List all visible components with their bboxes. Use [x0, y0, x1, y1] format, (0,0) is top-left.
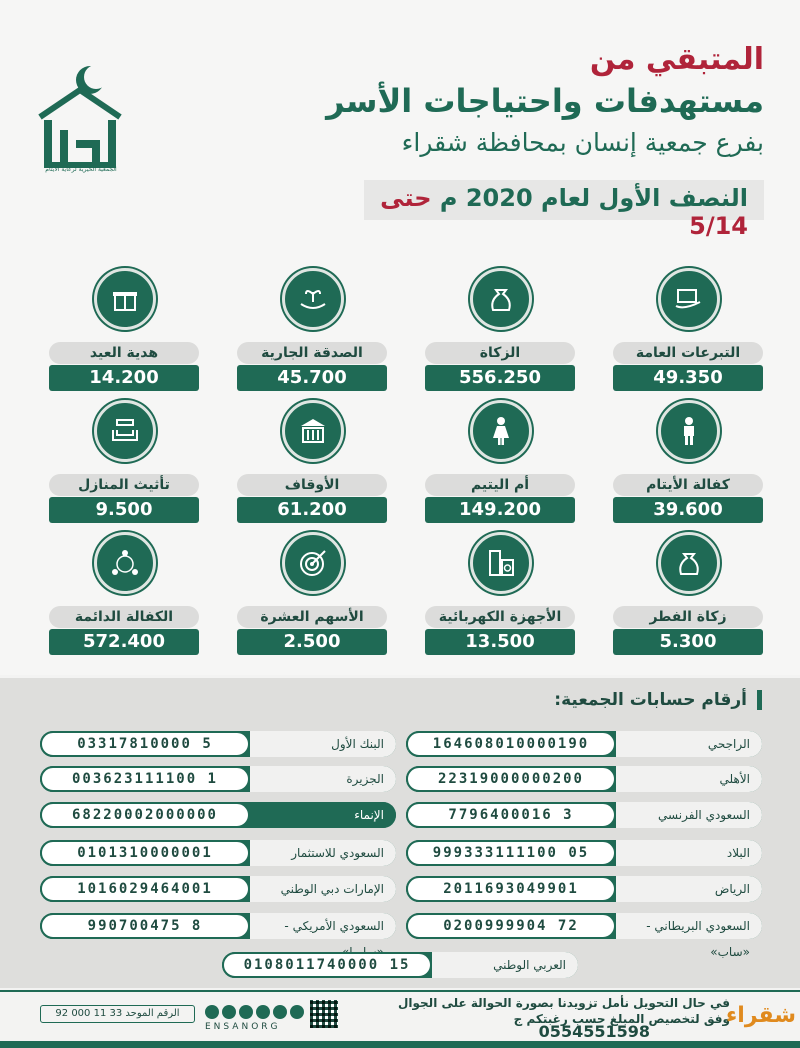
header-line2: مستهدفات واحتياجات الأسر — [326, 82, 764, 120]
boy-icon — [658, 400, 720, 462]
period-highlight: حتى 5/14 — [380, 184, 748, 240]
stat-value: 572.400 — [49, 629, 199, 655]
sofa-icon — [94, 400, 156, 462]
bank-name: البلاد — [616, 840, 762, 866]
stat-card — [237, 268, 387, 388]
stat-label: تأثيث المنازل — [49, 474, 199, 496]
account-row — [406, 731, 762, 757]
watermark: شقراء — [726, 1003, 796, 1028]
stat-label: الصدقة الجارية — [237, 342, 387, 364]
accounts-title: أرقام حسابات الجمعية: — [554, 690, 762, 710]
period-main: النصف الأول لعام 2020 م — [431, 184, 748, 212]
bank-name: الرياض — [616, 876, 762, 902]
account-number[interactable]: 03317810000 5 — [40, 731, 250, 757]
bank-name: البنك الأول — [250, 731, 396, 757]
account-number[interactable]: 1016029464001 — [40, 876, 250, 902]
account-row — [222, 952, 578, 978]
bank-name: الإنماء — [250, 802, 396, 828]
stat-card — [613, 400, 763, 520]
account-number[interactable]: 2011693049901 — [406, 876, 616, 902]
facebook-icon[interactable] — [205, 1005, 219, 1019]
account-row — [40, 913, 396, 939]
stat-card — [49, 268, 199, 388]
account-number[interactable]: 7796400016 3 — [406, 802, 616, 828]
stat-label: الزكاة — [425, 342, 575, 364]
bank-name: السعودي البريطاني - «ساب» — [616, 913, 762, 939]
twitter-icon[interactable] — [222, 1005, 236, 1019]
account-number[interactable]: 164608010000190 — [406, 731, 616, 757]
account-row — [406, 766, 762, 792]
qr-code-icon — [310, 1000, 338, 1028]
footer-divider — [0, 990, 800, 992]
account-number[interactable]: 999333111100 05 — [406, 840, 616, 866]
bank-name: السعودي الأمريكي - — [250, 913, 396, 939]
cash-hand-icon — [658, 268, 720, 330]
unified-number: الرقم الموحد 33 11 000 92 — [40, 1005, 195, 1023]
stat-value: 5.300 — [613, 629, 763, 655]
stat-card — [613, 268, 763, 388]
stat-label: الكفالة الدائمة — [49, 606, 199, 628]
bank-name: الأهلي — [616, 766, 762, 792]
stat-label: الأسهم العشرة — [237, 606, 387, 628]
account-row — [40, 766, 396, 792]
account-number[interactable]: 990700475 8 — [40, 913, 250, 939]
account-row — [406, 876, 762, 902]
stat-label: أم اليتيم — [425, 474, 575, 496]
network-icon — [94, 532, 156, 594]
account-row — [406, 840, 762, 866]
stat-value: 61.200 — [237, 497, 387, 523]
bottom-bar — [0, 1041, 800, 1048]
sack-icon — [470, 268, 532, 330]
accounts-section — [0, 678, 800, 988]
social-handle: ENSANORG — [205, 1022, 281, 1032]
stat-value: 2.500 — [237, 629, 387, 655]
stat-card — [425, 400, 575, 520]
stat-value: 556.250 — [425, 365, 575, 391]
bank-name: الراجحي — [616, 731, 762, 757]
account-number[interactable]: 22319000000200 — [406, 766, 616, 792]
stat-value: 13.500 — [425, 629, 575, 655]
sack-icon — [658, 532, 720, 594]
period-banner — [364, 180, 764, 240]
linkedin-icon[interactable] — [290, 1005, 304, 1019]
account-number[interactable]: 0108011740000 15 — [222, 952, 432, 978]
stat-label: زكاة الفطر — [613, 606, 763, 628]
stat-value: 45.700 — [237, 365, 387, 391]
stat-value: 9.500 — [49, 497, 199, 523]
social-icons — [205, 1005, 304, 1019]
stat-value: 39.600 — [613, 497, 763, 523]
stat-label: هدية العيد — [49, 342, 199, 364]
appliance-icon — [470, 532, 532, 594]
stat-label: التبرعات العامة — [613, 342, 763, 364]
bank-name: الجزيرة — [250, 766, 396, 792]
account-row — [406, 913, 762, 959]
gift-icon — [94, 268, 156, 330]
woman-icon — [470, 400, 532, 462]
account-row — [40, 840, 396, 866]
header-line3: بفرع جمعية إنسان بمحافظة شقراء — [401, 128, 764, 157]
stat-card — [613, 532, 763, 652]
instagram-icon[interactable] — [273, 1005, 287, 1019]
account-number[interactable]: 0101310000001 — [40, 840, 250, 866]
footer-phone[interactable]: 0554551598 — [538, 1022, 650, 1041]
stat-value: 49.350 — [613, 365, 763, 391]
stat-card — [49, 532, 199, 652]
bank-name: الإمارات دبي الوطني — [250, 876, 396, 902]
stat-value: 149.200 — [425, 497, 575, 523]
building-icon — [282, 400, 344, 462]
account-row — [40, 802, 396, 828]
target-icon — [282, 532, 344, 594]
plant-hand-icon — [282, 268, 344, 330]
snapchat-icon[interactable] — [256, 1005, 270, 1019]
stat-card — [237, 532, 387, 652]
footer-line1: في حال التحويل نأمل تزويدنا بصورة الحوالة على الجوال — [397, 996, 730, 1010]
stat-label: الأجهزة الكهربائية — [425, 606, 575, 628]
account-number[interactable]: 003623111100 1 — [40, 766, 250, 792]
bank-name: العربي الوطني — [432, 952, 578, 978]
header-line1: المتبقي من — [589, 42, 764, 77]
footer-line2: وفق لتخصيص المبلغ حسب رغبتكم ج — [513, 1012, 730, 1026]
account-row — [406, 802, 762, 828]
bank-name: السعودي الفرنسي — [616, 802, 762, 828]
stat-value: 14.200 — [49, 365, 199, 391]
ensan-logo-icon — [30, 62, 130, 177]
account-row — [40, 876, 396, 902]
stat-label: الأوقاف — [237, 474, 387, 496]
youtube-icon[interactable] — [239, 1005, 253, 1019]
stat-card — [237, 400, 387, 520]
stat-label: كفالة الأيتام — [613, 474, 763, 496]
account-number[interactable]: 0200999904 72 — [406, 913, 616, 939]
account-row — [40, 731, 396, 757]
stat-card — [49, 400, 199, 520]
logo-caption: الجمعية الخيرية لرعاية الأيتام — [45, 166, 117, 173]
account-number[interactable]: 68220002000000 — [40, 802, 250, 828]
stat-card — [425, 532, 575, 652]
stat-card — [425, 268, 575, 388]
bank-name: السعودي للاستثمار — [250, 840, 396, 866]
